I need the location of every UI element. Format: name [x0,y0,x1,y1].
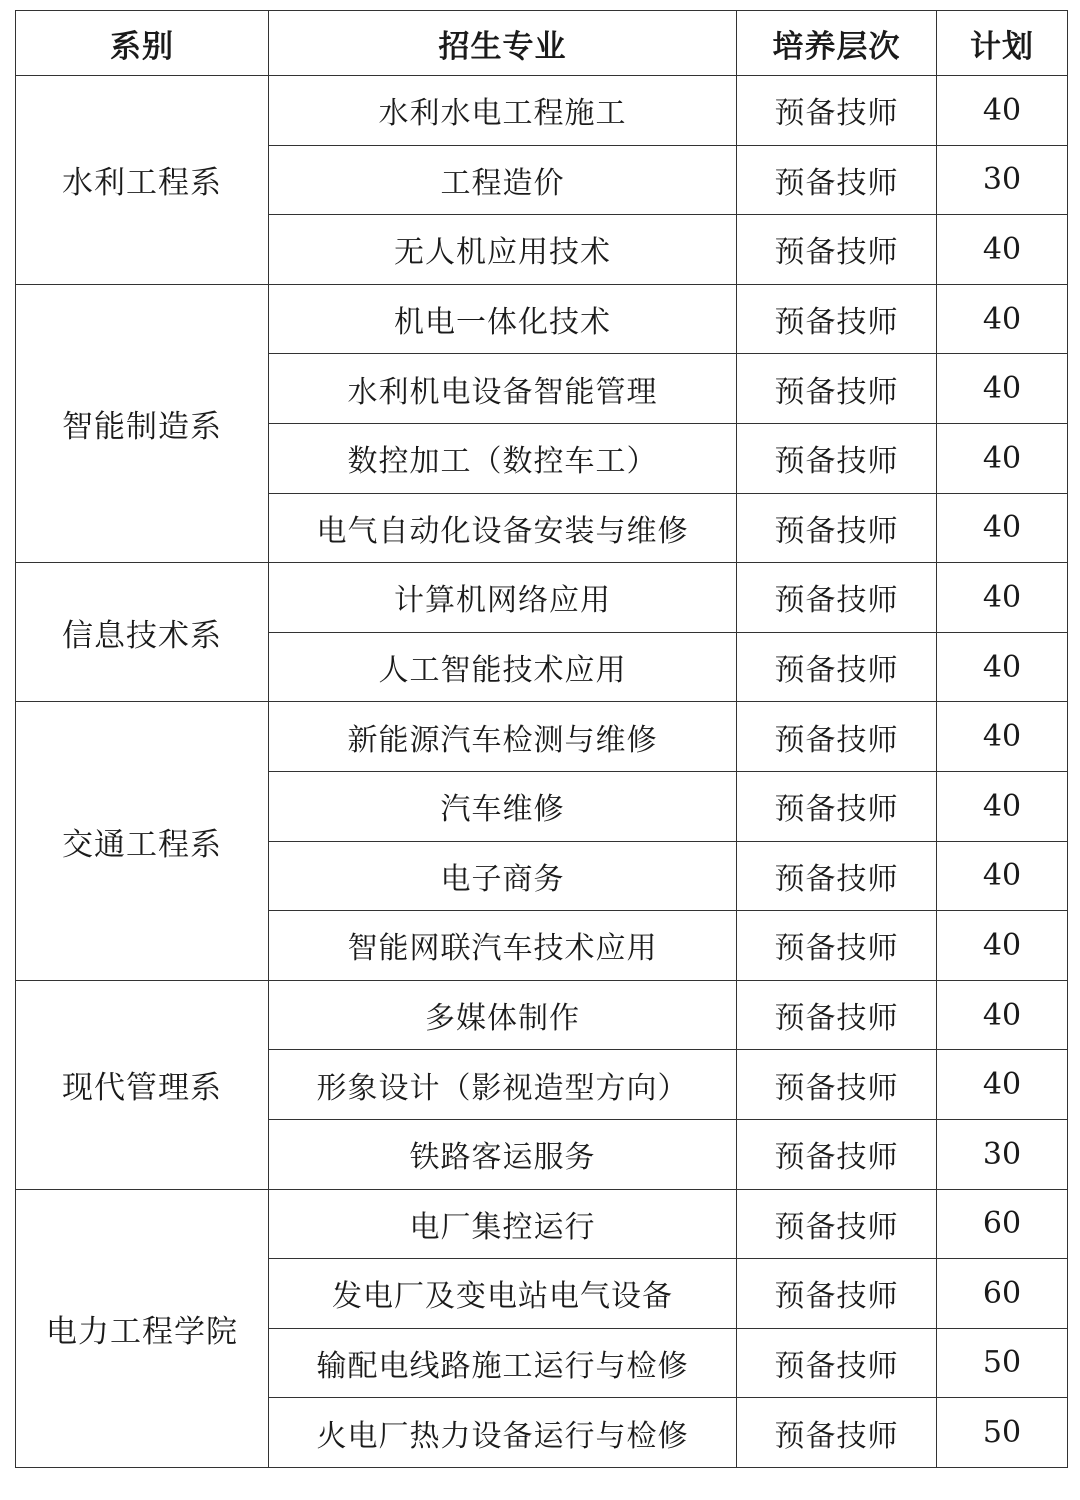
level-cell: 预备技师 [737,632,937,702]
major-cell: 水利机电设备智能管理 [269,354,737,424]
level-cell: 预备技师 [737,215,937,285]
level-cell: 预备技师 [737,1259,937,1329]
level-cell: 预备技师 [737,1119,937,1189]
enrollment-plan-table [15,10,1068,1468]
plan-cell: 40 [937,284,1068,354]
major-cell: 数控加工（数控车工） [269,423,737,493]
major-cell: 电气自动化设备安装与维修 [269,493,737,563]
major-cell: 铁路客运服务 [269,1119,737,1189]
major-cell: 计算机网络应用 [269,563,737,633]
table-body [16,76,1068,1468]
department-cell: 现代管理系 [16,980,269,1189]
plan-cell: 40 [937,76,1068,146]
plan-cell: 30 [937,1119,1068,1189]
plan-cell: 40 [937,771,1068,841]
major-cell: 机电一体化技术 [269,284,737,354]
table-row [16,563,1068,633]
plan-cell: 40 [937,354,1068,424]
level-cell: 预备技师 [737,1189,937,1259]
plan-cell: 40 [937,563,1068,633]
major-cell: 智能网联汽车技术应用 [269,911,737,981]
table-row [16,284,1068,354]
table-row [16,980,1068,1050]
plan-cell: 50 [937,1328,1068,1398]
level-cell: 预备技师 [737,145,937,215]
plan-cell: 40 [937,215,1068,285]
plan-cell: 40 [937,632,1068,702]
level-cell: 预备技师 [737,1050,937,1120]
plan-cell: 40 [937,493,1068,563]
level-cell: 预备技师 [737,493,937,563]
major-cell: 多媒体制作 [269,980,737,1050]
plan-cell: 40 [937,980,1068,1050]
department-cell: 信息技术系 [16,563,269,702]
level-cell: 预备技师 [737,563,937,633]
department-cell: 智能制造系 [16,284,269,562]
department-cell: 交通工程系 [16,702,269,980]
plan-cell: 40 [937,423,1068,493]
plan-cell: 40 [937,702,1068,772]
level-cell: 预备技师 [737,423,937,493]
level-cell: 预备技师 [737,980,937,1050]
major-cell: 人工智能技术应用 [269,632,737,702]
major-cell: 火电厂热力设备运行与检修 [269,1398,737,1468]
header-level: 培养层次 [737,11,937,76]
level-cell: 预备技师 [737,76,937,146]
major-cell: 工程造价 [269,145,737,215]
level-cell: 预备技师 [737,911,937,981]
major-cell: 汽车维修 [269,771,737,841]
table-row [16,702,1068,772]
plan-cell: 30 [937,145,1068,215]
level-cell: 预备技师 [737,702,937,772]
table-row [16,1189,1068,1259]
level-cell: 预备技师 [737,354,937,424]
major-cell: 新能源汽车检测与维修 [269,702,737,772]
header-plan: 计划 [937,11,1068,76]
major-cell: 水利水电工程施工 [269,76,737,146]
plan-cell: 40 [937,911,1068,981]
department-cell: 水利工程系 [16,76,269,285]
plan-cell: 60 [937,1189,1068,1259]
major-cell: 发电厂及变电站电气设备 [269,1259,737,1329]
level-cell: 预备技师 [737,1328,937,1398]
major-cell: 输配电线路施工运行与检修 [269,1328,737,1398]
plan-cell: 60 [937,1259,1068,1329]
enrollment-table-container [15,10,1067,1468]
plan-cell: 40 [937,1050,1068,1120]
plan-cell: 40 [937,841,1068,911]
major-cell: 电厂集控运行 [269,1189,737,1259]
table-header [16,11,1068,76]
table-row [16,76,1068,146]
header-major: 招生专业 [269,11,737,76]
level-cell: 预备技师 [737,771,937,841]
header-department: 系别 [16,11,269,76]
major-cell: 形象设计（影视造型方向） [269,1050,737,1120]
level-cell: 预备技师 [737,841,937,911]
level-cell: 预备技师 [737,1398,937,1468]
level-cell: 预备技师 [737,284,937,354]
major-cell: 无人机应用技术 [269,215,737,285]
plan-cell: 50 [937,1398,1068,1468]
major-cell: 电子商务 [269,841,737,911]
department-cell: 电力工程学院 [16,1189,269,1467]
header-row [16,11,1068,76]
